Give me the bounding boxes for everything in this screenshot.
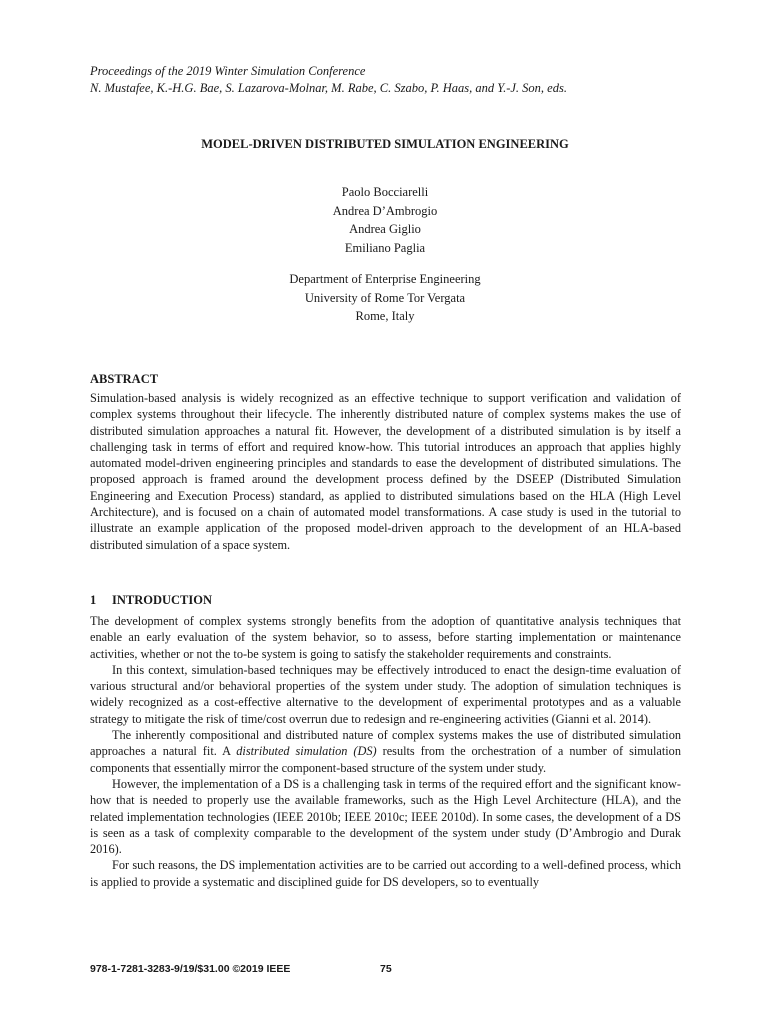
affiliation-department: Department of Enterprise Engineering	[289, 272, 481, 286]
author-name: Andrea Giglio	[349, 222, 421, 236]
abstract-heading: ABSTRACT	[90, 372, 159, 386]
proceedings-line: Proceedings of the 2019 Winter Simulation Conference	[90, 64, 366, 78]
introduction-heading	[90, 593, 212, 608]
affiliation-university: University of Rome Tor Vergata	[304, 290, 466, 305]
affiliation-location: Rome, Italy	[355, 309, 415, 323]
body-paragraph	[90, 727, 681, 776]
abstract-paragraph: Simulation-based analysis is widely recognized as an effective technique to support verification and validation of complex systems throughout their lifecycle. The inherently distributed nature of complex systems makes the use of distributed simulation approaches a natural fit. However, the development of a distributed simulation is by itself a challenging task in terms of effort and required know-how. This tutorial introduces an approach that applies highly automated model-driven engineering principles and standards to ease the development of distributed simulations. The proposed approach is framed around the development process defined by the DSEEP (Distributed Simulation Engineering and Execution Process) standard, as applied to distributed simulations based on the HLA (High Level Architecture), and is focused on a chain of automated model transformations. A case study is used in the tutorial to illustrate an example application of the proposed model-driven approach to the development of an HLA-based distributed simulation of a space system.	[90, 391, 681, 552]
body-paragraph: However, the implementation of a DS is a challenging task in terms of the required effort and the significant know-how that is needed to properly use the available frameworks, such as the High Level Architecture (HLA), and the related implementation technologies (IEEE 2010b; IEEE 2010c; IEEE 2010d). In some cases, the development of a DS is seen as a task of complexity comparable to the development of the system under study (D’Ambrogio and Durak 2016).	[90, 776, 681, 857]
body-paragraph: The development of complex systems strongly benefits from the adoption of quantitative analysis techniques that enable an early evaluation of the system behavior, so to assess, before starting implementation or maintenance activities, whether or not the to-be system is going to satisfy the stakeholder requirements and constraints.	[90, 614, 681, 661]
section-title: INTRODUCTION	[112, 593, 213, 607]
paper-title: MODEL-DRIVEN DISTRIBUTED SIMULATION ENGINEERING	[201, 137, 569, 151]
paragraph-text: The inherently compositional and distributed nature of complex systems makes the use of distributed simulation approaches a natural fit. A	[90, 728, 681, 759]
paragraph-text: results from the orchestration of a number of simulation components that essentially mirror the component-based structure of the system under study.	[90, 744, 681, 775]
author-name: Andrea D’Ambrogio	[332, 203, 438, 218]
body-paragraph: For such reasons, the DS implementation activities are to be carried out according to a well-defined process, which is applied to provide a systematic and disciplined guide for DS developers, so to eventually	[90, 858, 681, 889]
abstract-body	[90, 390, 681, 553]
emphasized-term: distributed simulation (DS)	[236, 744, 377, 759]
page-number: 75	[380, 963, 392, 975]
section-number: 1	[90, 593, 97, 607]
editors-line: N. Mustafee, K.-H.G. Bae, S. Lazarova-Molnar, M. Rabe, C. Szabo, P. Haas, and Y.-J. Son, eds.	[90, 81, 567, 95]
author-name: Emiliano Paglia	[344, 240, 426, 255]
body-paragraph: In this context, simulation-based techniques may be effectively introduced to enact the design-time evaluation of various structural and/or behavioral properties of the system under study. The adoption of simulation techniques is widely recognized as a cost-effective alternative to the development of experimental prototypes and as a valuable strategy to mitigate the risk of time/cost overrun due to redesign and re-engineering activities (Gianni et al. 2014).	[90, 662, 681, 726]
proceedings-header	[90, 63, 690, 97]
affiliation	[0, 270, 770, 326]
introduction-body	[90, 613, 681, 890]
author-list	[0, 183, 770, 257]
footer-isbn: 978-1-7281-3283-9/19/$31.00 ©2019 IEEE	[90, 963, 291, 975]
author-name: Paolo Bocciarelli	[341, 185, 429, 199]
